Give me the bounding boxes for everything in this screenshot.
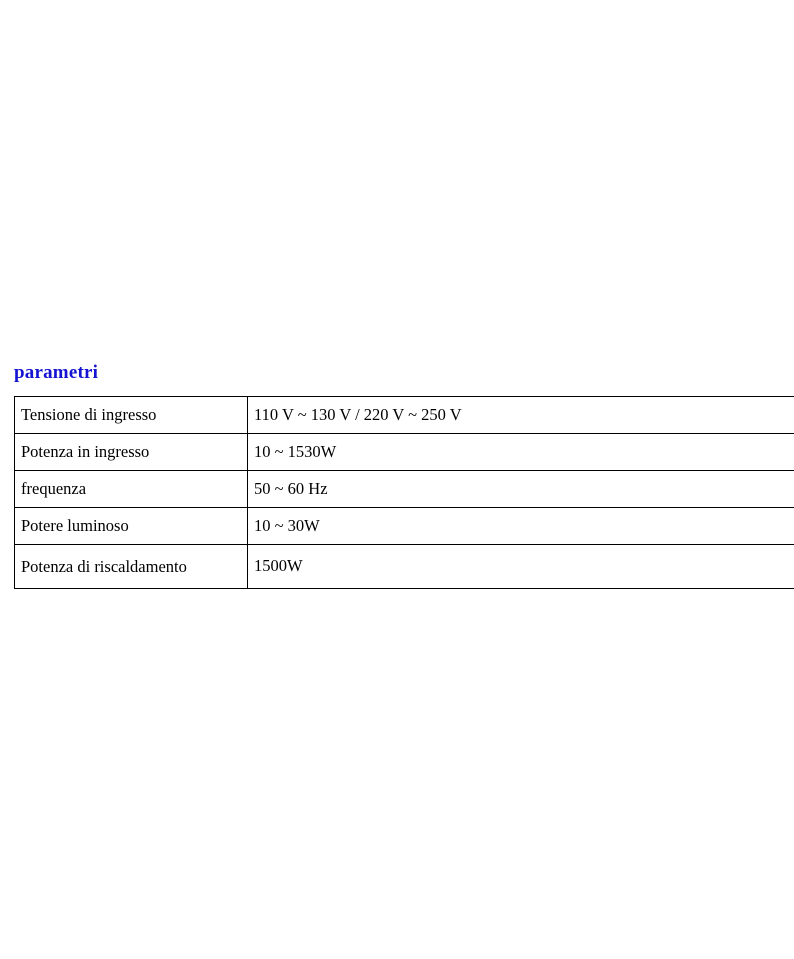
specifications-table [14, 396, 794, 589]
spec-value-input-voltage: 110 V ~ 130 V / 220 V ~ 250 V [248, 397, 794, 434]
table-row [15, 507, 794, 544]
spec-label-input-voltage: Tensione di ingresso [15, 397, 248, 434]
spec-value-input-power: 10 ~ 1530W [248, 433, 794, 470]
table-row [15, 544, 794, 588]
spec-label-heating-power: Potenza di riscaldamento [15, 544, 248, 588]
spec-label-frequency: frequenza [15, 470, 248, 507]
table-row [15, 470, 794, 507]
spec-value-frequency: 50 ~ 60 Hz [248, 470, 794, 507]
page-title: parametri [14, 362, 99, 383]
table-row [15, 433, 794, 470]
spec-label-input-power: Potenza in ingresso [15, 433, 248, 470]
spec-value-light-power: 10 ~ 30W [248, 507, 794, 544]
spec-value-heating-power: 1500W [248, 544, 794, 588]
table-row [15, 397, 794, 434]
background-watermark [110, 326, 530, 354]
spec-label-light-power: Potere luminoso [15, 507, 248, 544]
